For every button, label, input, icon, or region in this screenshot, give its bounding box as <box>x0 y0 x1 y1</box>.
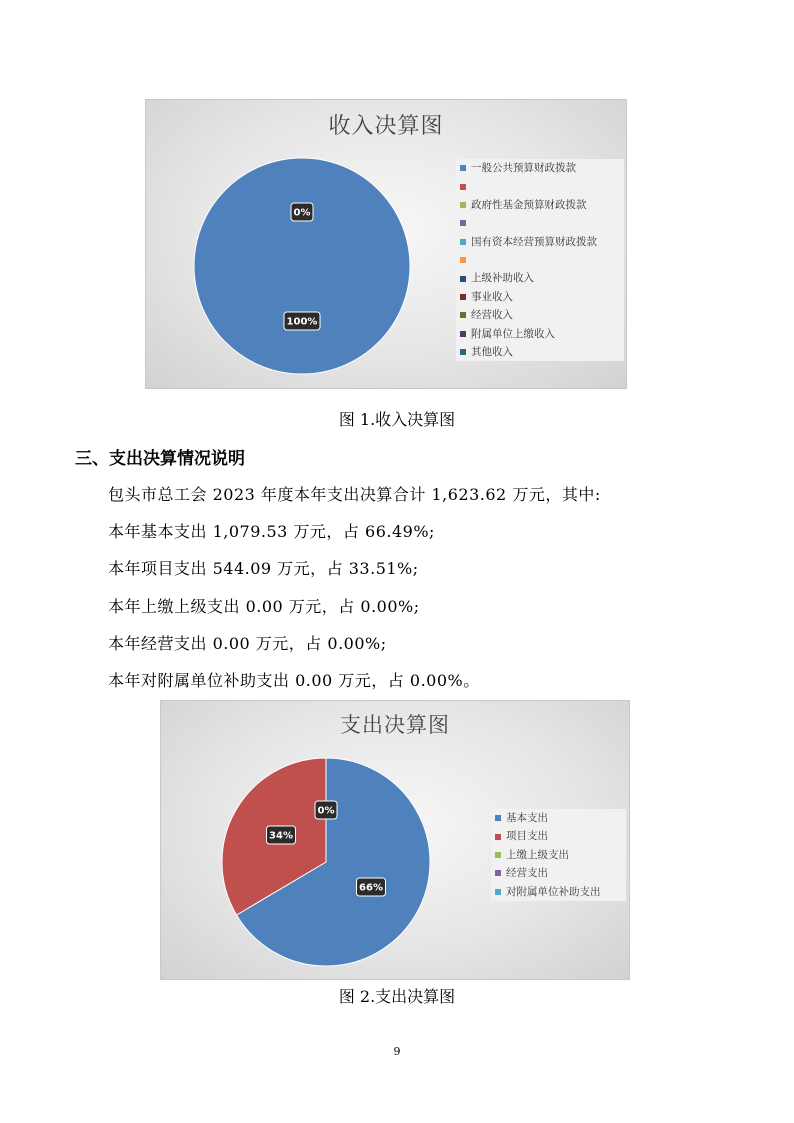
legend-item <box>495 864 622 882</box>
legend-swatch <box>460 184 466 190</box>
legend-swatch <box>460 257 466 263</box>
data-label <box>267 826 296 844</box>
legend-label: 其他收入 <box>471 345 513 358</box>
legend-swatch <box>460 331 466 337</box>
paragraph-6: 本年对附属单位补助支出 0.00 万元，占 0.00%。 <box>108 671 480 690</box>
data-label <box>315 801 337 819</box>
legend-item <box>495 883 622 901</box>
data-label <box>284 312 320 330</box>
legend-swatch <box>495 889 501 895</box>
legend-item <box>460 196 620 214</box>
data-label <box>357 878 386 896</box>
legend-swatch <box>495 852 501 858</box>
legend-label: 国有资本经营预算财政拨款 <box>471 235 597 248</box>
income-legend <box>456 159 624 361</box>
legend-item <box>460 251 620 269</box>
legend-swatch <box>495 834 501 840</box>
data-label-text: 66% <box>359 882 383 894</box>
legend-swatch <box>460 165 466 171</box>
data-label-text: 100% <box>286 316 318 328</box>
legend-label: 政府性基金预算财政拨款 <box>471 198 587 211</box>
legend-item <box>460 159 620 177</box>
paragraph-2: 本年基本支出 1,079.53 万元，占 66.49%; <box>108 522 435 541</box>
section-heading: 三、支出决算情况说明 <box>75 449 245 469</box>
legend-swatch <box>460 294 466 300</box>
legend-swatch <box>495 870 501 876</box>
expense-legend <box>491 809 626 901</box>
chart-title: 收入决算图 <box>328 114 444 139</box>
legend-item <box>460 177 620 195</box>
income-pie-chart <box>145 99 627 389</box>
legend-label: 上级补助收入 <box>471 272 534 285</box>
legend-swatch <box>460 276 466 282</box>
data-label-text: 0% <box>293 207 311 219</box>
legend-label: 基本支出 <box>506 812 548 824</box>
legend-item <box>495 846 622 864</box>
legend-label: 一般公共预算财政拨款 <box>471 162 576 174</box>
paragraph-5: 本年经营支出 0.00 万元，占 0.00%; <box>108 634 387 653</box>
data-label-text: 34% <box>269 830 293 842</box>
legend-label: 事业收入 <box>471 290 513 303</box>
page-number: 9 <box>393 1045 401 1058</box>
figure-caption-2: 图 2.支出决算图 <box>338 987 456 1006</box>
legend-item <box>460 306 620 324</box>
legend-label: 附属单位上缴收入 <box>471 327 555 340</box>
expense-pie-chart <box>160 700 630 980</box>
data-label-text: 0% <box>317 805 335 817</box>
legend-label: 项目支出 <box>506 830 548 843</box>
legend-item <box>460 325 620 343</box>
legend-label: 对附属单位补助支出 <box>506 885 601 898</box>
legend-item <box>460 214 620 232</box>
figure-caption-1: 图 1.收入决算图 <box>338 410 456 429</box>
legend-swatch <box>460 202 466 208</box>
legend-item <box>460 269 620 287</box>
legend-item <box>460 288 620 306</box>
data-label <box>291 203 313 221</box>
paragraph-3: 本年项目支出 544.09 万元，占 33.51%; <box>108 559 419 578</box>
legend-swatch <box>460 239 466 245</box>
legend-swatch <box>495 815 501 821</box>
legend-item <box>460 233 620 251</box>
paragraph-1: 包头市总工会 2023 年度本年支出决算合计 1,623.62 万元，其中: <box>108 485 601 504</box>
paragraph-4: 本年上缴上级支出 0.00 万元，占 0.00%; <box>108 597 420 616</box>
legend-swatch <box>460 220 466 226</box>
legend-item <box>460 343 620 361</box>
legend-swatch <box>460 312 466 318</box>
legend-label: 上缴上级支出 <box>506 848 569 861</box>
chart-title: 支出决算图 <box>340 713 450 737</box>
legend-item <box>495 809 622 827</box>
pie-slice <box>194 158 410 374</box>
legend-label: 经营支出 <box>506 867 548 880</box>
legend-swatch <box>460 349 466 355</box>
legend-item <box>495 827 622 845</box>
legend-label: 经营收入 <box>471 309 513 322</box>
